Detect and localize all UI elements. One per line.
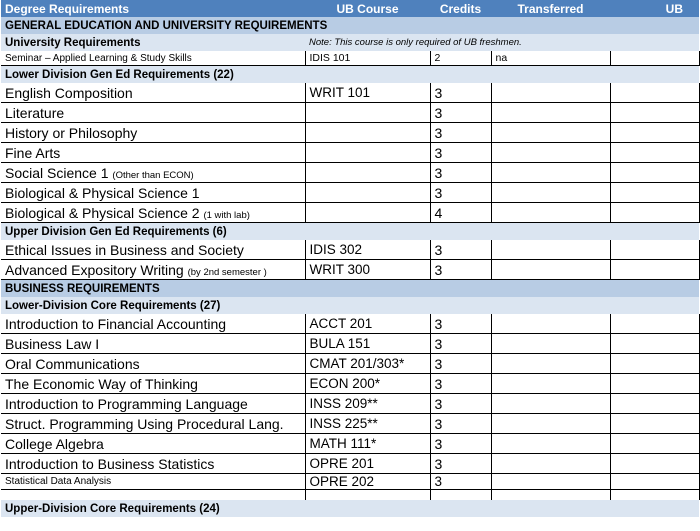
table-row [1,143,699,163]
subsection-note: Note: This course is only required of UB freshmen. [305,34,699,51]
ub-cell [610,334,699,354]
business-lower-rows [1,314,699,474]
table-row [1,83,699,103]
credits-value: 3 [430,414,491,434]
ub-cell [610,240,699,260]
requirement-label: Literature [5,104,65,121]
course-code: ACCT 201 [305,314,430,334]
ub-cell [610,374,699,394]
transferred-cell [491,163,610,183]
gen-ed-lower-rows [1,83,699,223]
requirement-name [1,143,305,163]
requirement-name: Seminar – Applied Learning & Study Skills [1,51,305,66]
requirement-name [1,314,305,334]
table-row [1,374,699,394]
section-title: BUSINESS REQUIREMENTS [1,280,699,298]
table-row [1,103,699,123]
course-code [305,103,430,123]
transferred-cell [491,394,610,414]
course-code [305,203,430,223]
ub-cell [610,183,699,203]
spacer-row [1,490,699,501]
subsection-university [1,34,699,51]
ub-cell [610,143,699,163]
header-credits: Credits [430,0,491,17]
ub-cell [610,434,699,454]
transferred-cell [491,354,610,374]
credits-value: 3 [430,454,491,474]
ub-cell [610,394,699,414]
requirement-aside: (Other than ECON) [112,169,194,181]
credits-value: 3 [430,434,491,454]
requirement-name [1,183,305,203]
credits-value: 3 [430,260,491,280]
requirement-label: The Economic Way of Thinking [5,375,198,392]
table-row [1,394,699,414]
requirement-label: Introduction to Business Statistics [5,455,215,472]
ub-cell [610,103,699,123]
table-row [1,474,699,490]
subsection-title: Lower-Division Core Requirements (27) [1,297,699,314]
requirement-label: Oral Communications [5,355,140,372]
course-code [305,163,430,183]
requirement-aside: (by 2nd semester ) [187,266,267,278]
course-code: MATH 111* [305,434,430,454]
requirement-aside: (1 with lab) [203,209,250,221]
course-code [305,183,430,203]
ub-cell [610,83,699,103]
requirement-label: Ethical Issues in Business and Society [5,241,244,258]
subsection-lower-gen-ed [1,66,699,84]
section-business [1,280,699,298]
transferred-cell [491,334,610,354]
transferred-cell [491,143,610,163]
subsection-upper-core [1,500,699,517]
requirement-name [1,203,305,223]
transferred-cell [491,240,610,260]
credits-value: 3 [430,314,491,334]
credits-value: 3 [430,354,491,374]
requirement-label: Biological & Physical Science 1 [5,184,200,201]
subsection-upper-gen-ed [1,223,699,241]
table-row [1,354,699,374]
table-row [1,414,699,434]
requirement-name [1,334,305,354]
transferred-value: na [491,51,610,66]
credits-value: 3 [430,334,491,354]
requirement-label: Social Science 1 [5,164,113,181]
table-row [1,334,699,354]
ub-cell [610,314,699,334]
requirement-label: Introduction to Financial Accounting [5,315,227,332]
requirement-name [1,240,305,260]
table-row [1,260,699,280]
transferred-cell [491,83,610,103]
table-row [1,454,699,474]
degree-requirements-table [1,0,700,517]
ub-cell [610,123,699,143]
subsection-title: Upper Division Gen Ed Requirements (6) [1,223,699,241]
ub-cell [610,414,699,434]
table-row [1,203,699,223]
credits-value: 3 [430,143,491,163]
course-code: ECON 200* [305,374,430,394]
requirement-label: Biological & Physical Science 2 [5,204,204,221]
header-ub-course: UB Course [305,0,430,17]
header-transferred: Transferred [491,0,610,17]
requirement-label: Fine Arts [5,144,61,161]
header-ub: UB [610,0,699,17]
table-row [1,240,699,260]
requirement-name [1,123,305,143]
credits-value: 3 [430,123,491,143]
ub-cell [610,163,699,183]
section-title: GENERAL EDUCATION AND UNIVERSITY REQUIREMENTS [1,17,699,34]
credits-value: 3 [430,183,491,203]
requirement-label: History or Philosophy [5,124,138,141]
requirement-name [1,354,305,374]
course-code [305,123,430,143]
course-code: IDIS 101 [305,51,430,66]
requirement-name [1,414,305,434]
course-code: WRIT 300 [305,260,430,280]
subsection-lower-core [1,297,699,314]
ub-cell [610,51,699,66]
transferred-cell [491,474,610,490]
transferred-cell [491,414,610,434]
subsection-title: Lower Division Gen Ed Requirements (22) [1,66,699,84]
transferred-cell [491,103,610,123]
credits-value: 3 [430,374,491,394]
table-header-row [1,0,699,17]
requirement-name [1,260,305,280]
credits-value: 3 [430,83,491,103]
requirement-name [1,103,305,123]
course-code: OPRE 202 [305,474,430,490]
transferred-cell [491,314,610,334]
transferred-cell [491,203,610,223]
requirement-label: College Algebra [5,435,104,452]
requirement-name [1,83,305,103]
table-row [1,314,699,334]
requirement-name [1,454,305,474]
ub-cell [610,474,699,490]
ub-cell [610,203,699,223]
course-code: INSS 209** [305,394,430,414]
course-code: INSS 225** [305,414,430,434]
course-code [305,143,430,163]
requirement-name [1,434,305,454]
requirement-name [1,374,305,394]
table-row [1,434,699,454]
table-row [1,51,699,66]
transferred-cell [491,374,610,394]
requirement-label: Struct. Programming Using Procedural Lang. [5,415,284,432]
credits-value: 3 [430,394,491,414]
header-requirements: Degree Requirements [1,0,305,17]
table-row [1,163,699,183]
table-row [1,123,699,143]
transferred-cell [491,434,610,454]
course-code: CMAT 201/303* [305,354,430,374]
credits-value: 4 [430,203,491,223]
transferred-cell [491,454,610,474]
ub-cell [610,354,699,374]
credits-value: 2 [430,51,491,66]
requirement-name [1,394,305,414]
requirement-label: English Composition [5,84,133,101]
transferred-cell [491,260,610,280]
section-gen-ed [1,17,699,34]
gen-ed-upper-rows [1,240,699,280]
table-row [1,183,699,203]
requirement-name [1,163,305,183]
course-code: BULA 151 [305,334,430,354]
transferred-cell [491,123,610,143]
requirement-label: Advanced Expository Writing [5,261,188,278]
ub-cell [610,260,699,280]
credits-value: 3 [430,163,491,183]
course-code: WRIT 101 [305,83,430,103]
credits-value: 3 [430,240,491,260]
course-code: OPRE 201 [305,454,430,474]
requirement-label: Business Law I [5,335,100,352]
ub-cell [610,454,699,474]
credits-value: 3 [430,103,491,123]
requirement-label: Introduction to Programming Language [5,395,248,412]
subsection-title: University Requirements [1,34,305,51]
requirement-name: Statistical Data Analysis [1,474,305,490]
credits-value: 3 [430,474,491,490]
transferred-cell [491,183,610,203]
subsection-title: Upper-Division Core Requirements (24) [1,500,699,517]
course-code: IDIS 302 [305,240,430,260]
